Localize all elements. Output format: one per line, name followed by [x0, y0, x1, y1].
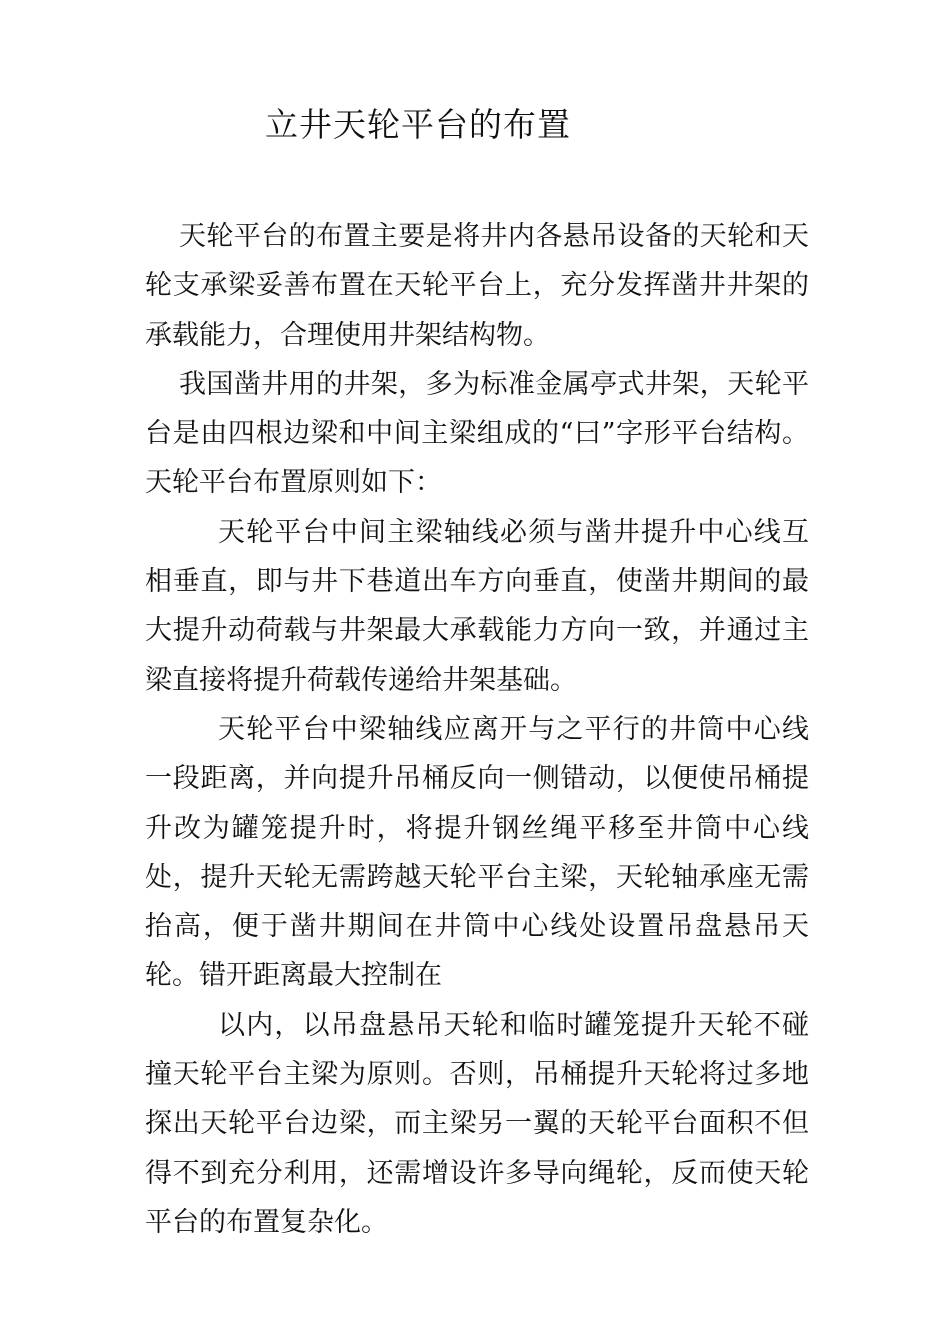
- paragraph-1: 天轮平台的布置主要是将井内各悬吊设备的天轮和天轮支承梁妥善布置在天轮平台上，充分发挥凿井井架的承载能力，合理使用井架结构物。: [145, 221, 809, 351]
- page-title: 立井天轮平台的布置: [265, 105, 571, 144]
- paragraph-5: 以内，以吊盘悬吊天轮和临时罐笼提升天轮不碰撞天轮平台主梁为原则。否则，吊桶提升天轮将过多地探出天轮平台边梁，而主梁另一翼的天轮平台面积不但得不到充分利用，还需增设许多导向绳轮，反而使天轮平台的布置复杂化。: [145, 1009, 809, 1238]
- paragraph-2: 我国凿井用的井架，多为标准金属亭式井架，天轮平台是由四根边梁和中间主梁组成的“曰”字形平台结构。天轮平台布置原则如下：: [145, 368, 809, 499]
- paragraph-4: 天轮平台中梁轴线应离开与之平行的井筒中心线一段距离，并向提升吊桶反向一侧错动，以便使吊桶提升改为罐笼提升时，将提升钢丝绳平移至井筒中心线处，提升天轮无需跨越天轮平台主梁，天轮轴承座无需抬高，便于凿井期间在井筒中心线处设置吊盘悬吊天轮。错开距离最大控制在: [145, 713, 809, 992]
- document-body: [145, 212, 809, 1247]
- paragraph-3: 天轮平台中间主梁轴线必须与凿井提升中心线互相垂直，即与井下巷道出车方向垂直，使凿井期间的最大提升动荷载与井架最大承载能力方向一致，并通过主梁直接将提升荷载传递给井架基础。: [145, 516, 809, 696]
